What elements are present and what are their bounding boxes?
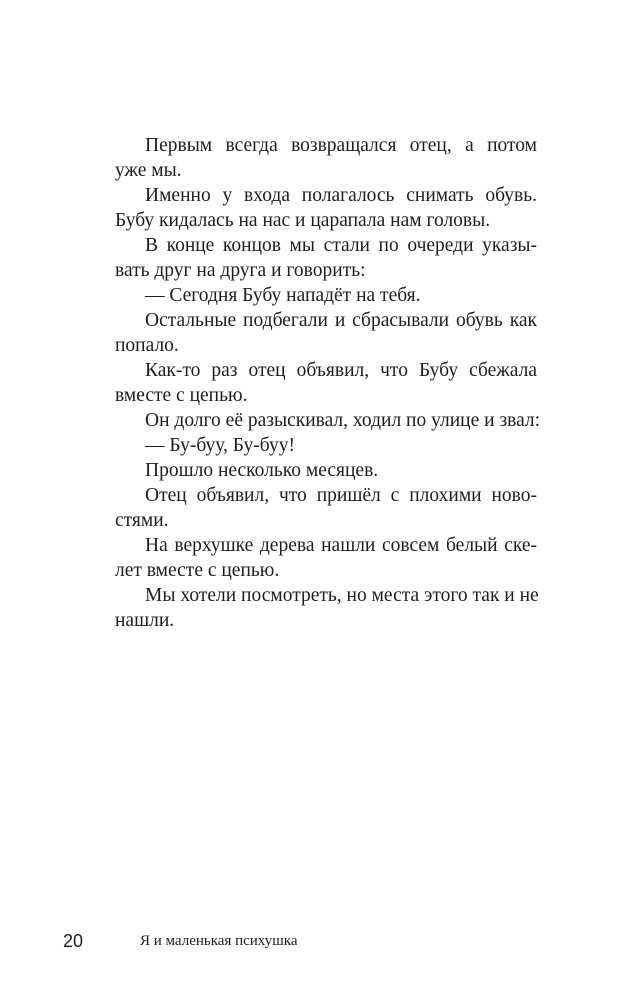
text-line: Прошло несколько месяцев.: [145, 460, 379, 481]
text-line: нашли.: [115, 610, 175, 631]
text-line: Он долго её разыскивал, ходил по улице и звал:: [145, 410, 541, 431]
text-line: лет вместе с цепью.: [115, 560, 280, 581]
text-line: — Бу-буу, Бу-буу!: [145, 435, 295, 456]
text-line: попало.: [115, 335, 179, 356]
text-line: — Сегодня Бубу нападёт на тебя.: [145, 285, 421, 306]
body-text: [115, 133, 541, 633]
text-line: Отец объявил, что пришёл с плохими ново-: [145, 485, 537, 506]
text-line: Именно у входа полагалось снимать обувь.: [145, 185, 537, 206]
text-line: Как-то раз отец объявил, что Бубу сбежала: [145, 360, 537, 381]
text-line: В конце концов мы стали по очереди указы-: [145, 235, 537, 256]
text-line: вместе с цепью.: [115, 385, 248, 406]
text-line: На верхушке дерева нашли совсем белый ске-: [145, 535, 537, 556]
text-line: Остальные подбегали и сбрасывали обувь как: [145, 310, 537, 331]
text-line: стями.: [115, 510, 169, 531]
text-line: вать друг на друга и говорить:: [115, 260, 366, 281]
text-line: уже мы.: [115, 160, 182, 181]
running-title: Я и маленькая психушка: [140, 933, 298, 949]
text-line: Мы хотели посмотреть, но места этого так и не: [145, 585, 539, 606]
text-line: Первым всегда возвращался отец, а потом: [145, 135, 537, 156]
text-line: Бубу кидалась на нас и царапала нам головы.: [115, 210, 491, 231]
page-number: 20: [63, 931, 84, 951]
